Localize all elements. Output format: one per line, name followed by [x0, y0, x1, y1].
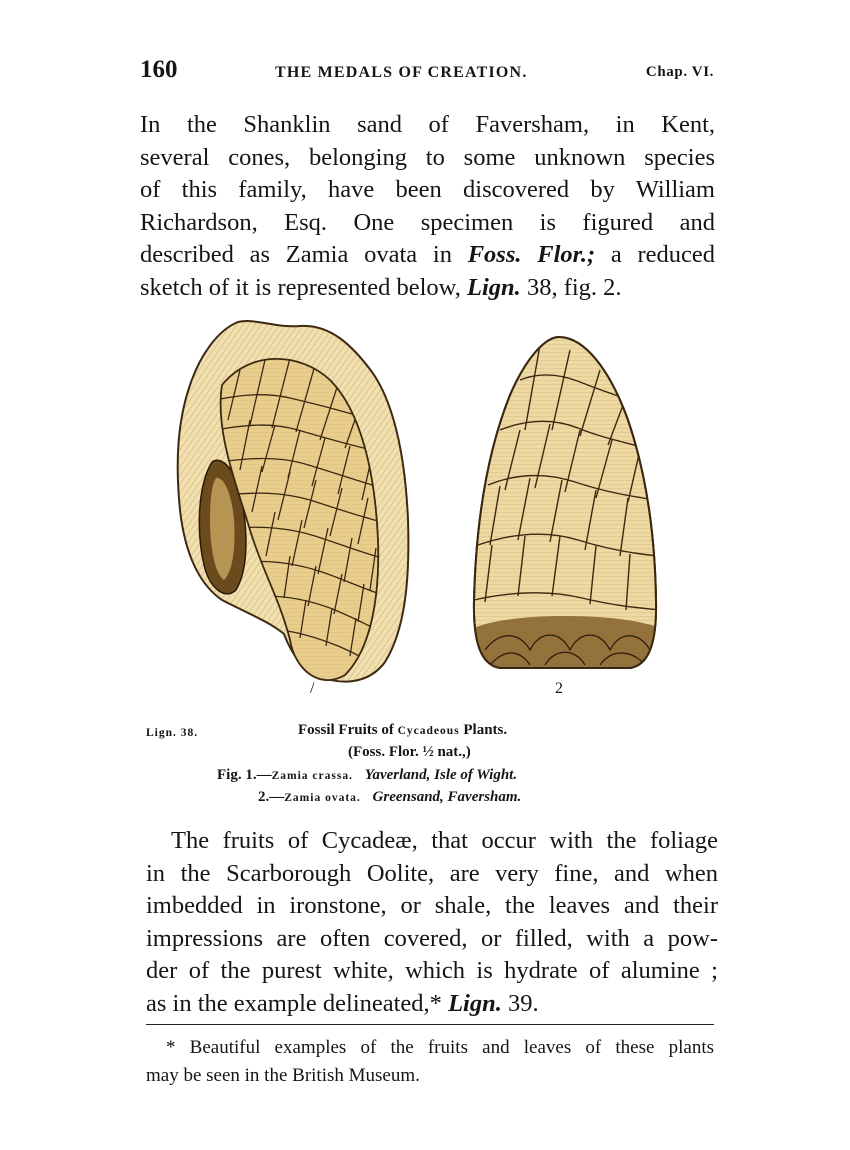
- italic-reference: Lign.: [448, 989, 502, 1017]
- text-line: [146, 988, 718, 1021]
- text-line: der of the purest white, which is hydrate of alumine ;: [146, 957, 718, 984]
- footnote-line: may be seen in the British Museum.: [146, 1065, 420, 1086]
- text-run: sketch of it is represented below,: [140, 273, 461, 301]
- caption-fig2-prefix: 2.—: [258, 789, 285, 805]
- paragraph-cycadeae-fruits: [146, 825, 718, 1020]
- caption-title-smallcaps: Cycadeous: [397, 725, 460, 737]
- chapter-label: Chap. VI.: [645, 64, 714, 80]
- italic-reference: Foss. Flor.;: [467, 241, 596, 268]
- caption-fig1-species: Zamia crassa.: [271, 770, 353, 782]
- text-line: imbedded in ironstone, or shale, the leaves and their: [146, 892, 718, 919]
- text-line: In the Shanklin sand of Faversham, in Kent,: [140, 111, 715, 138]
- caption-title: [298, 722, 507, 739]
- text-run: a reduced: [610, 241, 716, 268]
- text-line: of this family, have been discovered by William: [140, 176, 715, 203]
- text-line: The fruits of Cycadeæ, that occur with the foliage: [171, 827, 718, 854]
- running-title: THE MEDALS OF CREATION.: [275, 64, 528, 81]
- figure-2-number: 2: [555, 680, 563, 697]
- caption-fig2-locality: Greensand, Faversham.: [372, 789, 522, 805]
- text-run: 39.: [507, 989, 539, 1017]
- lign-number: Lign. 38.: [146, 727, 199, 739]
- figure-2-zamia-ovata: [470, 330, 670, 675]
- text-line: several cones, belonging to some unknown species: [140, 143, 715, 171]
- text-line: impressions are often covered, or filled, with a pow-: [146, 924, 718, 952]
- caption-title-post: Plants.: [463, 722, 508, 738]
- caption-subtitle: (Foss. Flor. ½ nat.,): [348, 744, 471, 760]
- footnote: [146, 1034, 714, 1090]
- footnote-rule: [146, 1024, 714, 1025]
- text-line: in the Scarborough Oolite, are very fine, and when: [146, 859, 718, 887]
- italic-reference: Lign.: [467, 273, 521, 301]
- figure-1-zamia-crassa: [178, 321, 409, 682]
- caption-title-pre: Fossil Fruits of: [298, 722, 394, 738]
- caption-fig1-prefix: Fig. 1.—: [217, 767, 272, 783]
- caption-fig-1: [217, 767, 517, 784]
- caption-fig2-species: Zamia ovata.: [284, 792, 361, 804]
- text-run: 38, fig. 2.: [526, 273, 622, 301]
- text-run: as in the example delineated,*: [146, 989, 442, 1017]
- caption-fig-2: [258, 789, 521, 806]
- caption-fig1-locality: Yaverland, Isle of Wight.: [364, 767, 518, 783]
- caption-lign-label: [146, 724, 198, 741]
- figure-1-number: /: [310, 680, 315, 697]
- text-run: described as Zamia ovata in: [140, 241, 452, 268]
- text-line: Richardson, Esq. One specimen is figured and: [140, 208, 715, 236]
- page-number: 160: [140, 56, 178, 83]
- footnote-line: * Beautiful examples of the fruits and leaves of these plants: [166, 1037, 714, 1058]
